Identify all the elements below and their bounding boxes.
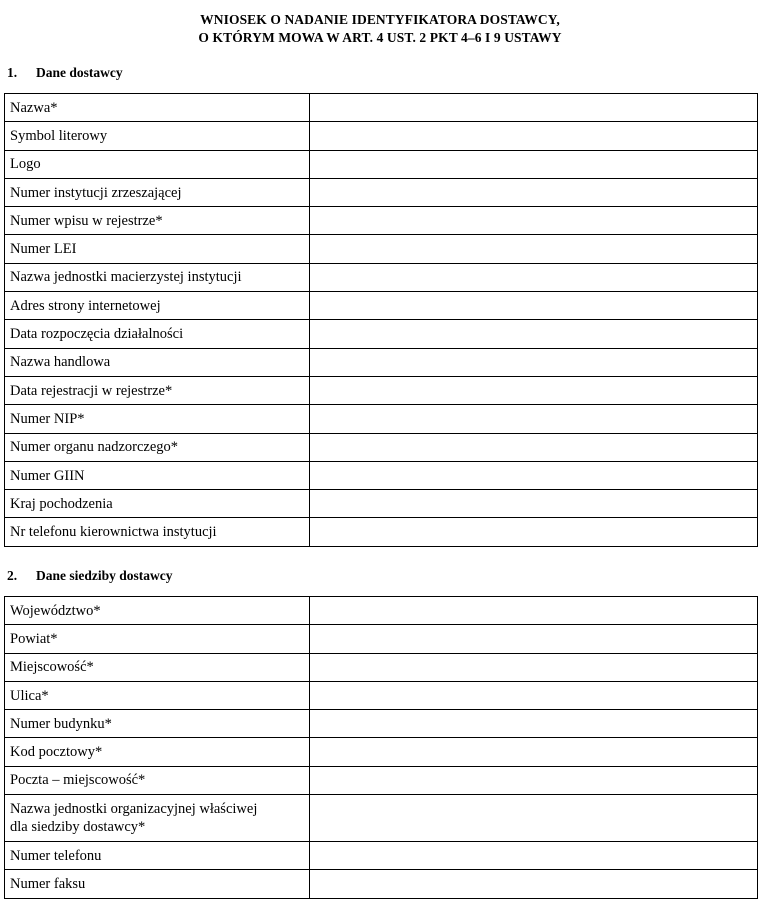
- field-label-jednostka-organizacyjna: [5, 795, 310, 842]
- field-label-symbol-literowy: Symbol literowy: [5, 122, 310, 150]
- field-value-nr-telefonu-kierownictwa[interactable]: [310, 518, 758, 546]
- field-value-symbol-literowy[interactable]: [310, 122, 758, 150]
- field-value-numer-nip[interactable]: [310, 405, 758, 433]
- table-row: [5, 235, 758, 263]
- table-row: [5, 738, 758, 766]
- field-value-numer-organu[interactable]: [310, 433, 758, 461]
- table-row: [5, 405, 758, 433]
- section-1-heading: [7, 65, 123, 81]
- table-row: [5, 518, 758, 546]
- field-label-numer-giin: Numer GIIN: [5, 461, 310, 489]
- table-row: [5, 490, 758, 518]
- field-label-wojewodztwo: Województwo*: [5, 597, 310, 625]
- field-value-jednostka-organizacyjna[interactable]: [310, 795, 758, 842]
- table-row: [5, 461, 758, 489]
- table-row: [5, 795, 758, 842]
- table-row: [5, 94, 758, 122]
- field-label-kod-pocztowy: Kod pocztowy*: [5, 738, 310, 766]
- table-row: [5, 207, 758, 235]
- field-label-data-rejestracji: Data rejestracji w rejestrze*: [5, 376, 310, 404]
- table-row: [5, 263, 758, 291]
- field-value-ulica[interactable]: [310, 681, 758, 709]
- field-value-numer-faksu[interactable]: [310, 870, 758, 898]
- field-value-poczta-miejscowosc[interactable]: [310, 766, 758, 794]
- field-value-data-rejestracji[interactable]: [310, 376, 758, 404]
- field-label-jednostka-organizacyjna-line-2: dla siedziby dostawcy*: [10, 819, 146, 836]
- field-label-numer-telefonu: Numer telefonu: [5, 842, 310, 870]
- field-label-poczta-miejscowosc: Poczta – miejscowość*: [5, 766, 310, 794]
- table-row: [5, 433, 758, 461]
- field-value-powiat[interactable]: [310, 625, 758, 653]
- field-value-data-rozpoczecia[interactable]: [310, 320, 758, 348]
- table-row: [5, 681, 758, 709]
- field-label-numer-organu: Numer organu nadzorczego*: [5, 433, 310, 461]
- table-row: [5, 597, 758, 625]
- field-label-numer-nip: Numer NIP*: [5, 405, 310, 433]
- field-value-nazwa-handlowa[interactable]: [310, 348, 758, 376]
- title-line-2: O KTÓRYM MOWA W ART. 4 UST. 2 PKT 4–6 I 9 USTAWY: [198, 30, 562, 45]
- field-label-numer-lei: Numer LEI: [5, 235, 310, 263]
- section-2-title: Dane siedziby dostawcy: [36, 568, 173, 583]
- field-value-numer-instytucji[interactable]: [310, 178, 758, 206]
- field-label-ulica: Ulica*: [5, 681, 310, 709]
- field-label-jednostka-organizacyjna-line-1: Nazwa jednostki organizacyjnej właściwej: [10, 801, 258, 818]
- table-row: [5, 292, 758, 320]
- field-label-data-rozpoczecia: Data rozpoczęcia działalności: [5, 320, 310, 348]
- field-value-wojewodztwo[interactable]: [310, 597, 758, 625]
- field-value-jednostka-macierzysta[interactable]: [310, 263, 758, 291]
- table-row: [5, 348, 758, 376]
- field-value-nazwa[interactable]: [310, 94, 758, 122]
- field-label-kraj-pochodzenia: Kraj pochodzenia: [5, 490, 310, 518]
- field-label-numer-faksu: Numer faksu: [5, 870, 310, 898]
- field-label-nazwa-handlowa: Nazwa handlowa: [5, 348, 310, 376]
- section-2-number: 2.: [7, 568, 18, 583]
- field-value-miejscowosc[interactable]: [310, 653, 758, 681]
- field-value-kod-pocztowy[interactable]: [310, 738, 758, 766]
- field-value-adres-strony[interactable]: [310, 292, 758, 320]
- supplier-data-table: [4, 93, 758, 547]
- field-value-logo[interactable]: [310, 150, 758, 178]
- table-row: [5, 178, 758, 206]
- table-row: [5, 710, 758, 738]
- document-title: [0, 11, 760, 47]
- table-row: [5, 870, 758, 898]
- field-label-nazwa: Nazwa*: [5, 94, 310, 122]
- field-label-logo: Logo: [5, 150, 310, 178]
- field-label-miejscowosc: Miejscowość*: [5, 653, 310, 681]
- table-row: [5, 842, 758, 870]
- field-label-adres-strony: Adres strony internetowej: [5, 292, 310, 320]
- field-value-kraj-pochodzenia[interactable]: [310, 490, 758, 518]
- section-1-title: Dane dostawcy: [36, 65, 123, 80]
- section-1-number: 1.: [7, 65, 18, 80]
- field-label-numer-budynku: Numer budynku*: [5, 710, 310, 738]
- field-value-numer-giin[interactable]: [310, 461, 758, 489]
- table-row: [5, 625, 758, 653]
- supplier-seat-table: [4, 596, 758, 899]
- field-value-numer-budynku[interactable]: [310, 710, 758, 738]
- section-2-heading: [7, 568, 173, 584]
- table-row: [5, 376, 758, 404]
- table-row: [5, 653, 758, 681]
- field-value-numer-lei[interactable]: [310, 235, 758, 263]
- table-row: [5, 122, 758, 150]
- table-row: [5, 320, 758, 348]
- title-line-1: WNIOSEK O NADANIE IDENTYFIKATORA DOSTAWCY,: [200, 12, 560, 27]
- field-value-numer-wpisu[interactable]: [310, 207, 758, 235]
- table-row: [5, 150, 758, 178]
- table-row: [5, 766, 758, 794]
- field-label-nr-telefonu-kierownictwa: Nr telefonu kierownictwa instytucji: [5, 518, 310, 546]
- field-value-numer-telefonu[interactable]: [310, 842, 758, 870]
- field-label-numer-instytucji: Numer instytucji zrzeszającej: [5, 178, 310, 206]
- field-label-jednostka-macierzysta: Nazwa jednostki macierzystej instytucji: [5, 263, 310, 291]
- field-label-numer-wpisu: Numer wpisu w rejestrze*: [5, 207, 310, 235]
- field-label-powiat: Powiat*: [5, 625, 310, 653]
